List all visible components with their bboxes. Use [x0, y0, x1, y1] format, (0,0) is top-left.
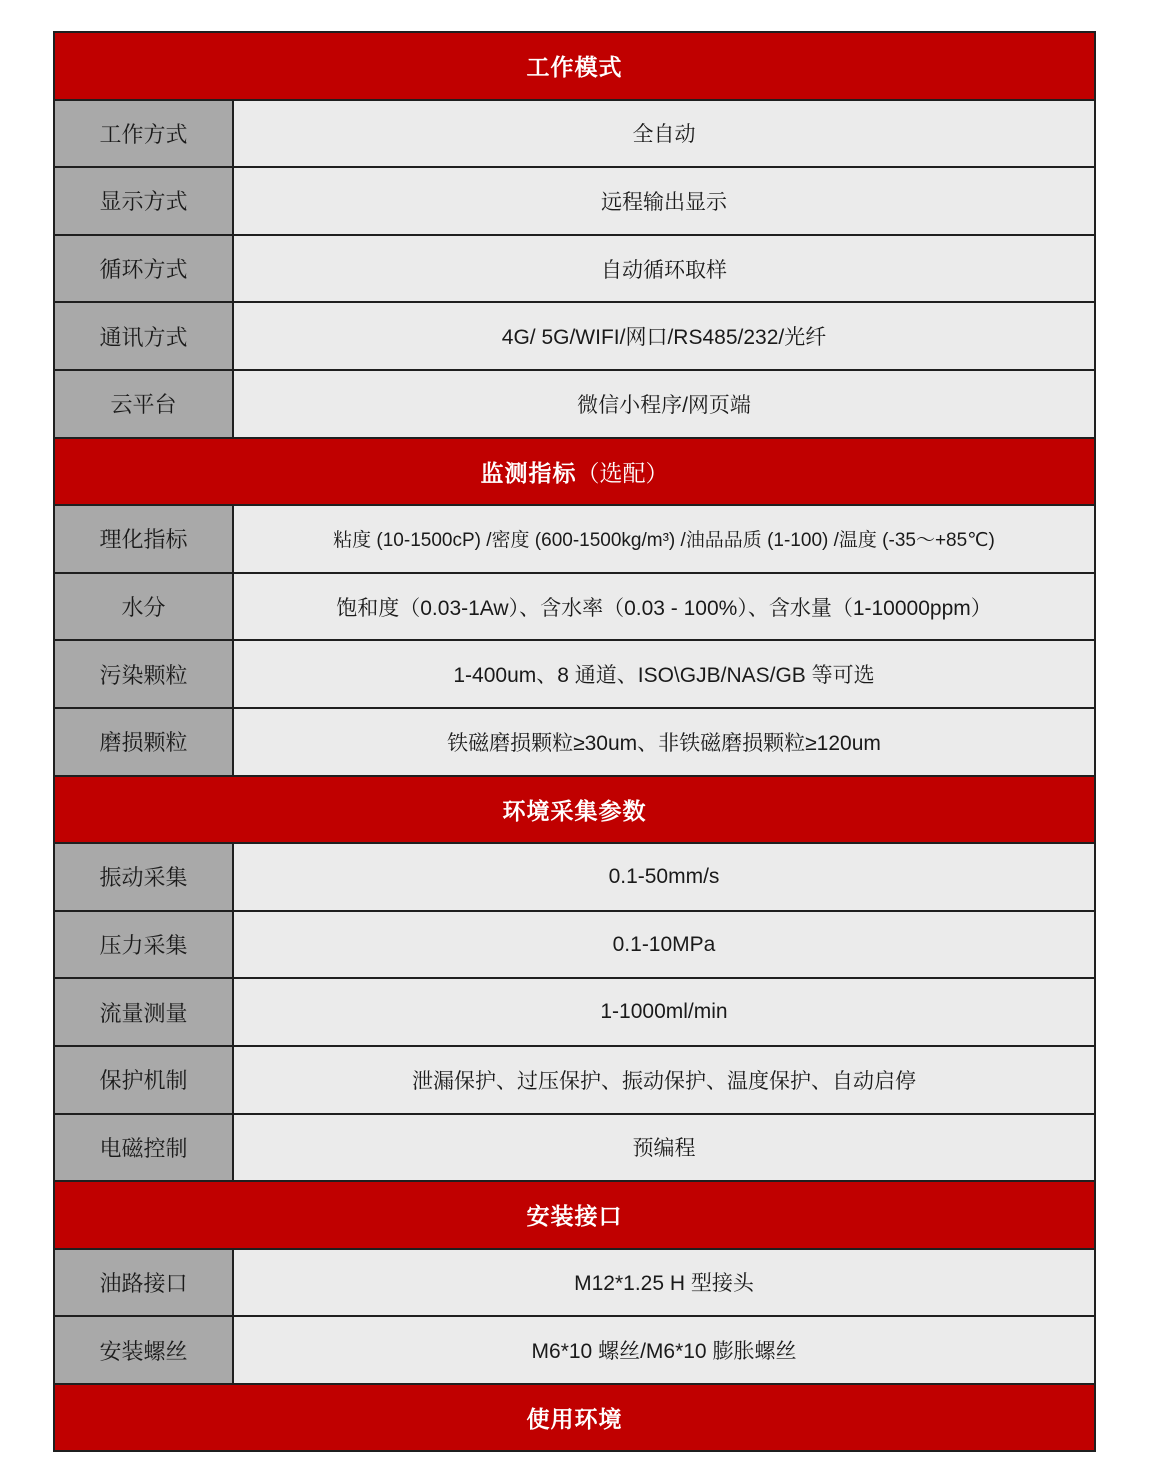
section-title-text: 监测指标	[480, 459, 577, 486]
spec-table	[53, 31, 1096, 1452]
row-label: 通讯方式	[54, 302, 233, 370]
section-title-text: 工作模式	[526, 54, 623, 81]
row-label: 云平台	[54, 370, 233, 438]
row-wear-particles	[54, 708, 1095, 776]
row-pressure	[54, 911, 1095, 979]
row-vibration	[54, 843, 1095, 911]
row-flow	[54, 978, 1095, 1046]
section-title-suffix: （选配）	[576, 459, 669, 486]
section-header-operating-environment	[54, 1384, 1095, 1452]
row-cycle-method	[54, 235, 1095, 303]
row-label: 流量测量	[54, 978, 233, 1046]
section-title	[54, 32, 1095, 100]
section-title	[54, 1384, 1095, 1452]
section-title	[54, 1181, 1095, 1249]
row-value: 远程输出显示	[233, 167, 1095, 235]
row-physicochemical	[54, 505, 1095, 573]
row-value: 自动循环取样	[233, 235, 1095, 303]
row-label: 污染颗粒	[54, 640, 233, 708]
section-header-monitoring-indicators	[54, 438, 1095, 506]
section-header-work-mode	[54, 32, 1095, 100]
row-value: 泄漏保护、过压保护、振动保护、温度保护、自动启停	[233, 1046, 1095, 1114]
row-label: 循环方式	[54, 235, 233, 303]
row-label: 振动采集	[54, 843, 233, 911]
row-value: 全自动	[233, 100, 1095, 168]
row-communication	[54, 302, 1095, 370]
row-oil-interface	[54, 1249, 1095, 1317]
row-label: 工作方式	[54, 100, 233, 168]
row-label: 电磁控制	[54, 1114, 233, 1182]
row-label: 压力采集	[54, 911, 233, 979]
row-display-method	[54, 167, 1095, 235]
row-solenoid-control	[54, 1114, 1095, 1182]
section-title-text: 安装接口	[526, 1203, 623, 1230]
row-label: 理化指标	[54, 505, 233, 573]
row-contamination-particles	[54, 640, 1095, 708]
section-title-text: 环境采集参数	[502, 797, 647, 824]
row-value: M12*1.25 H 型接头	[233, 1249, 1095, 1317]
row-label: 保护机制	[54, 1046, 233, 1114]
row-value: 铁磁磨损颗粒≥30um、非铁磁磨损颗粒≥120um	[233, 708, 1095, 776]
row-work-method	[54, 100, 1095, 168]
row-value: 饱和度（0.03-1Aw）、含水率（0.03 - 100%）、含水量（1-10000ppm）	[233, 573, 1095, 641]
section-title	[54, 438, 1095, 506]
section-title-text: 使用环境	[526, 1406, 623, 1433]
row-value: 4G/ 5G/WIFI/网口/RS485/232/光纤	[233, 302, 1095, 370]
row-value: 1-400um、8 通道、ISO\GJB/NAS/GB 等可选	[233, 640, 1095, 708]
row-label: 显示方式	[54, 167, 233, 235]
row-label: 油路接口	[54, 1249, 233, 1317]
row-value: 0.1-50mm/s	[233, 843, 1095, 911]
row-label: 水分	[54, 573, 233, 641]
row-value: 1-1000ml/min	[233, 978, 1095, 1046]
row-moisture	[54, 573, 1095, 641]
row-protection	[54, 1046, 1095, 1114]
row-label: 磨损颗粒	[54, 708, 233, 776]
row-value: 0.1-10MPa	[233, 911, 1095, 979]
row-value: 预编程	[233, 1114, 1095, 1182]
section-title	[54, 776, 1095, 844]
row-value: M6*10 螺丝/M6*10 膨胀螺丝	[233, 1316, 1095, 1384]
row-value: 粘度 (10-1500cP) /密度 (600-1500kg/m³) /油品品质 (1-100) /温度 (-35～+85℃)	[233, 505, 1095, 573]
row-label: 安装螺丝	[54, 1316, 233, 1384]
row-value: 微信小程序/网页端	[233, 370, 1095, 438]
section-header-installation-interface	[54, 1181, 1095, 1249]
section-header-environment-params	[54, 776, 1095, 844]
row-cloud-platform	[54, 370, 1095, 438]
row-mounting-screws	[54, 1316, 1095, 1384]
